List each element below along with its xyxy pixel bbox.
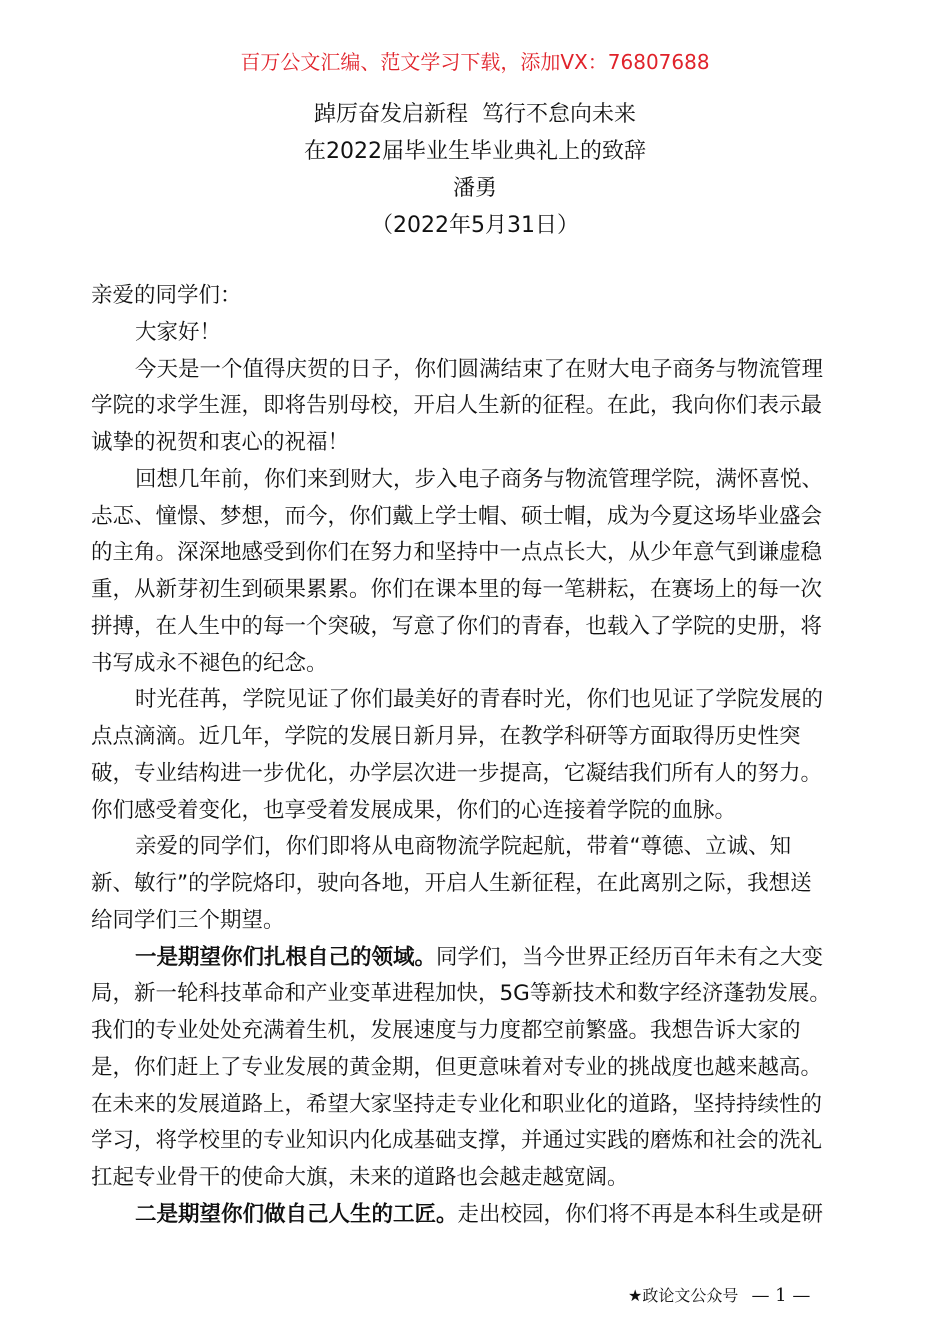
line-text: 重，从新芽初生到硕果累累。你们在课本里的每一笔耕耘，在赛场上的每一次 <box>91 577 823 602</box>
line-text: 的主角。深深地感受到你们在努力和坚持中一点点长大，从少年意气到谦虚稳 <box>91 540 823 566</box>
line-text: 诚挚的祝贺和衷心的祝福！ <box>91 430 350 455</box>
document-date: （2022年5月31日） <box>371 213 579 238</box>
bold-lead-sentence: 一是期望你们扎根自己的领域。 <box>135 944 437 970</box>
line-text: 同学们，当今世界正经历百年未有之大变 <box>436 944 824 970</box>
text-line <box>91 388 871 425</box>
line-text: 局，新一轮科技革命和产业变革进程加快，5G等新技术和数字经济蓬勃发展。 <box>91 981 831 1007</box>
text-line <box>91 646 871 683</box>
line-text: 回想几年前，你们来到财大，步入电子商务与物流管理学院，满怀喜悦、 <box>135 466 824 492</box>
line-text: 学习，将学校里的专业知识内化成基础支撑，并通过实践的磨炼和社会的洗礼 <box>91 1128 823 1154</box>
text-line <box>91 499 871 536</box>
document-body <box>91 278 871 1234</box>
text-line <box>91 866 871 903</box>
line-text: 给同学们三个期望。 <box>91 907 285 933</box>
text-line <box>91 829 871 866</box>
text-line <box>91 756 871 793</box>
text-line <box>91 609 871 646</box>
watermark-banner: 百万公文汇编、范文学习下载，添加VX：76807688 <box>240 50 710 74</box>
text-line <box>91 940 871 977</box>
text-line <box>91 315 871 352</box>
line-text: 学院的求学生涯，即将告别母校，开启人生新的征程。在此，我向你们表示最 <box>91 393 823 419</box>
line-text: 点点滴滴。近几年，学院的发展日新月异，在教学科研等方面取得历史性突 <box>91 724 801 749</box>
line-text: 在未来的发展道路上，希望大家坚持走专业化和职业化的道路，坚持持续性的 <box>91 1091 823 1117</box>
line-text: 扛起专业骨干的使命大旗，未来的道路也会越走越宽阔。 <box>91 1165 629 1190</box>
line-text: 时光荏苒，学院见证了你们最美好的青春时光，你们也见证了学院发展的 <box>135 687 824 713</box>
footer-source: ★政论文公众号 <box>628 1286 739 1305</box>
text-line <box>91 425 871 462</box>
text-line <box>91 1197 871 1234</box>
text-line <box>91 462 871 499</box>
line-text: 大家好！ <box>135 319 222 345</box>
document-author: 潘勇 <box>452 176 497 201</box>
line-text: 我们的专业处处充满着生机，发展速度与力度都空前繁盛。我想告诉大家的 <box>91 1018 801 1043</box>
line-text: 新、敏行”的学院烙印，驶向各地，开启人生新征程，在此离别之际，我想送 <box>91 871 812 896</box>
line-text: 你们感受着变化，也享受着发展成果，你们的心连接着学院的血脉。 <box>91 797 737 823</box>
text-line <box>91 572 871 609</box>
document-title-block <box>0 96 950 244</box>
line-text: 破，专业结构进一步优化，办学层次进一步提高，它凝结我们所有人的努力。 <box>91 760 823 786</box>
text-line <box>91 903 871 940</box>
text-line <box>91 1050 871 1087</box>
text-line <box>91 1123 871 1160</box>
line-text: 走出校园，你们将不再是本科生或是研 <box>457 1201 824 1227</box>
line-text: 忐忑、憧憬、梦想，而今，你们戴上学士帽、硕士帽，成为今夏这场毕业盛会 <box>91 503 823 529</box>
line-text: 拼搏，在人生中的每一个突破，写意了你们的青春，也载入了学院的史册，将 <box>91 613 823 639</box>
text-line <box>91 1013 871 1050</box>
page-number: — 1 — <box>751 1285 811 1306</box>
text-line <box>91 1087 871 1124</box>
text-line <box>91 976 871 1013</box>
text-line <box>91 1160 871 1197</box>
page-footer <box>628 1283 810 1306</box>
text-line <box>91 535 871 572</box>
bold-lead-sentence: 二是期望你们做自己人生的工匠。 <box>135 1201 458 1227</box>
line-text: 今天是一个值得庆贺的日子，你们圆满结束了在财大电子商务与物流管理 <box>135 356 824 382</box>
document-subtitle: 在2022届毕业生毕业典礼上的致辞 <box>304 139 646 164</box>
text-line <box>91 352 871 389</box>
text-line <box>91 719 871 756</box>
text-line <box>91 793 871 830</box>
line-text: 亲爱的同学们： <box>91 283 242 308</box>
line-text: 书写成永不褪色的纪念。 <box>91 650 328 676</box>
text-line <box>91 682 871 719</box>
document-title: 踔厉奋发启新程 笃行不怠向未来 <box>314 102 636 127</box>
line-text: 是，你们赶上了专业发展的黄金期，但更意味着对专业的挑战度也越来越高。 <box>91 1054 823 1080</box>
text-line <box>91 278 871 315</box>
line-text: 亲爱的同学们，你们即将从电商物流学院起航，带着“尊德、立诚、知 <box>135 834 792 860</box>
